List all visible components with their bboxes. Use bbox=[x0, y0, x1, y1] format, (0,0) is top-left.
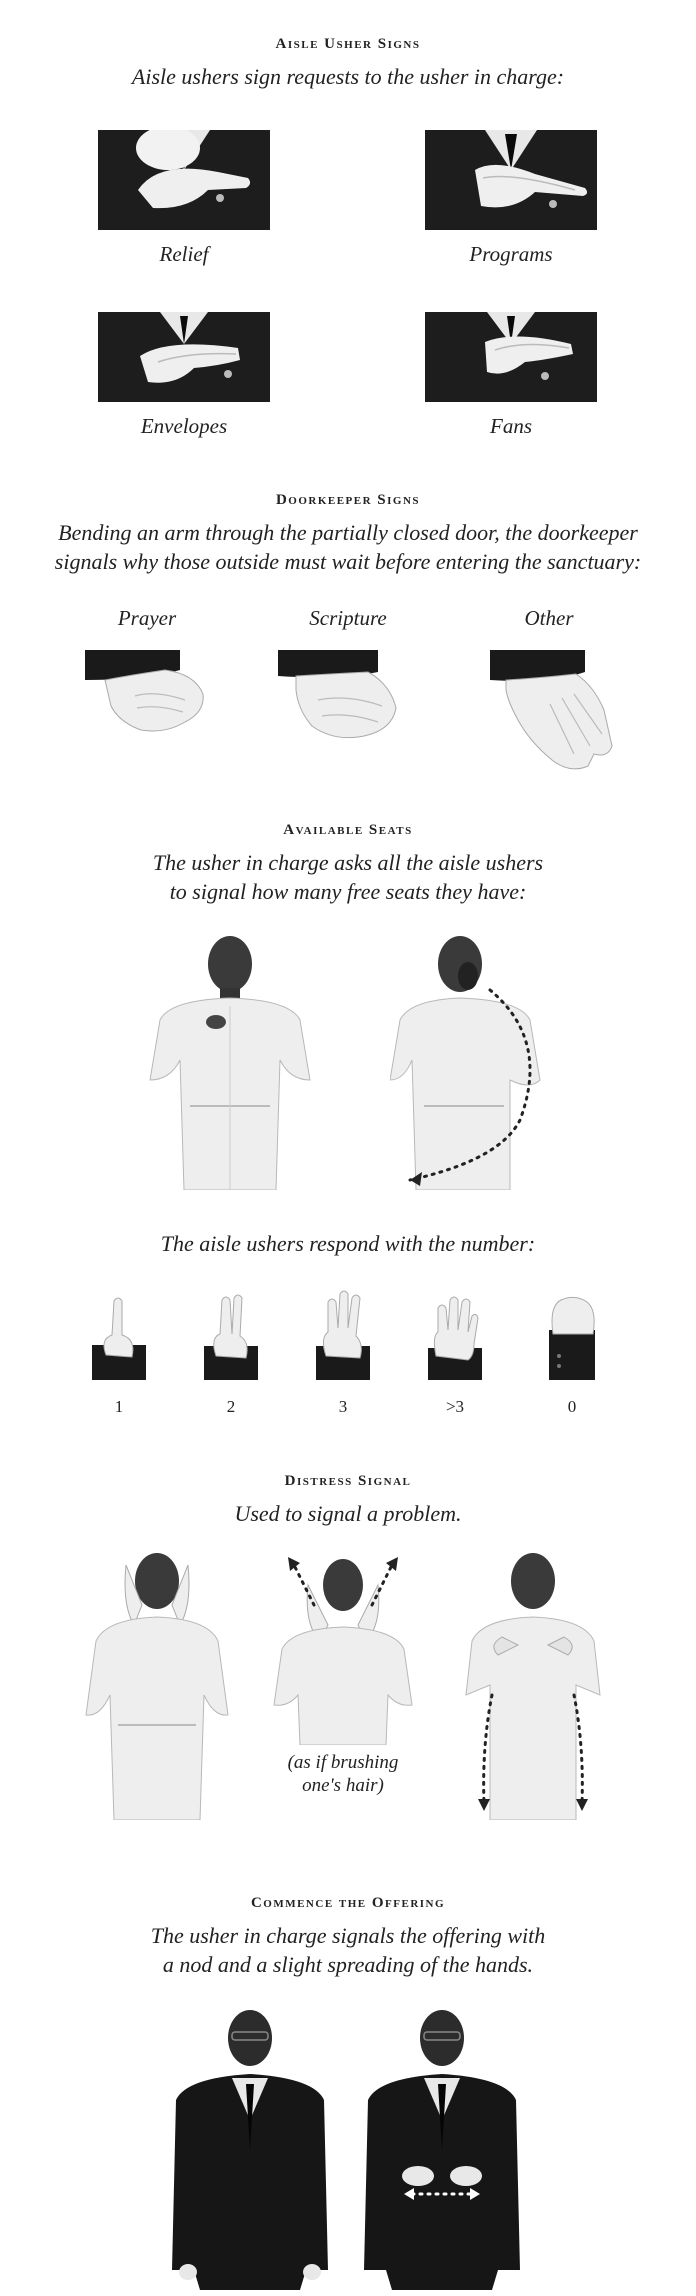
envelopes-sign-photo bbox=[98, 312, 270, 402]
number-2-label: 2 bbox=[226, 1397, 236, 1416]
offering-intro-line1: The usher in charge signals the offering with bbox=[150, 1923, 546, 1948]
other-sign-photo bbox=[490, 650, 620, 780]
doorkeeper-intro-line1: Bending an arm through the partially closed door, the doorkeeper bbox=[58, 520, 638, 545]
distress-photo-2 bbox=[268, 1545, 418, 1745]
seats-respond-text: The aisle ushers respond with the number: bbox=[160, 1231, 536, 1256]
prayer-sign-photo bbox=[85, 650, 210, 745]
prayer-label: Prayer bbox=[117, 606, 177, 630]
scripture-sign-photo bbox=[278, 650, 403, 750]
programs-sign-photo bbox=[425, 130, 597, 230]
offering-usher-photo-1 bbox=[170, 2000, 330, 2290]
scripture-label: Scripture bbox=[309, 606, 387, 630]
number-3-label: 3 bbox=[338, 1397, 348, 1416]
fans-label: Fans bbox=[490, 414, 532, 438]
seats-section-title: Available Seats bbox=[283, 822, 413, 838]
relief-label: Relief bbox=[159, 242, 209, 266]
doorkeeper-intro-line2: signals why those outside must wait before entering the sanctuary: bbox=[54, 549, 642, 574]
distress-intro: Used to signal a problem. bbox=[234, 1501, 462, 1526]
more-than-three-label: >3 bbox=[445, 1397, 465, 1416]
one-finger-sign-photo bbox=[92, 1295, 146, 1380]
offering-section-title: Commence the Offering bbox=[250, 1895, 446, 1911]
distress-note-line2: one's hair) bbox=[302, 1775, 384, 1796]
aisle-section-title: Aisle Usher Signs bbox=[275, 36, 421, 52]
number-1-label: 1 bbox=[114, 1397, 124, 1416]
offering-intro-line2: a nod and a slight spreading of the hands. bbox=[162, 1952, 534, 1977]
seats-intro-line1: The usher in charge asks all the aisle ushers bbox=[152, 850, 544, 875]
number-0-label: 0 bbox=[567, 1397, 577, 1416]
distress-section-title: Distress Signal bbox=[284, 1473, 412, 1489]
two-finger-sign-photo bbox=[204, 1292, 258, 1380]
aisle-intro: Aisle ushers sign requests to the usher in charge: bbox=[131, 64, 565, 89]
usher-in-charge-photo-2 bbox=[390, 930, 570, 1190]
distress-photo-1 bbox=[82, 1545, 232, 1820]
zero-fist-sign-photo bbox=[545, 1296, 599, 1380]
distress-note-line1: (as if brushing bbox=[287, 1752, 399, 1773]
usher-in-charge-photo-1 bbox=[140, 930, 320, 1190]
relief-sign-photo bbox=[98, 130, 270, 230]
other-label: Other bbox=[524, 606, 574, 630]
envelopes-label: Envelopes bbox=[140, 414, 228, 438]
programs-label: Programs bbox=[469, 242, 553, 266]
fans-sign-photo bbox=[425, 312, 597, 402]
seats-intro-line2: to signal how many free seats they have: bbox=[169, 879, 527, 904]
more-than-three-sign-photo bbox=[428, 1292, 482, 1380]
offering-usher-photo-2 bbox=[362, 2000, 522, 2290]
doorkeeper-section-title: Doorkeeper Signs bbox=[275, 492, 421, 508]
distress-photo-3 bbox=[458, 1545, 608, 1820]
three-finger-sign-photo bbox=[316, 1288, 370, 1380]
